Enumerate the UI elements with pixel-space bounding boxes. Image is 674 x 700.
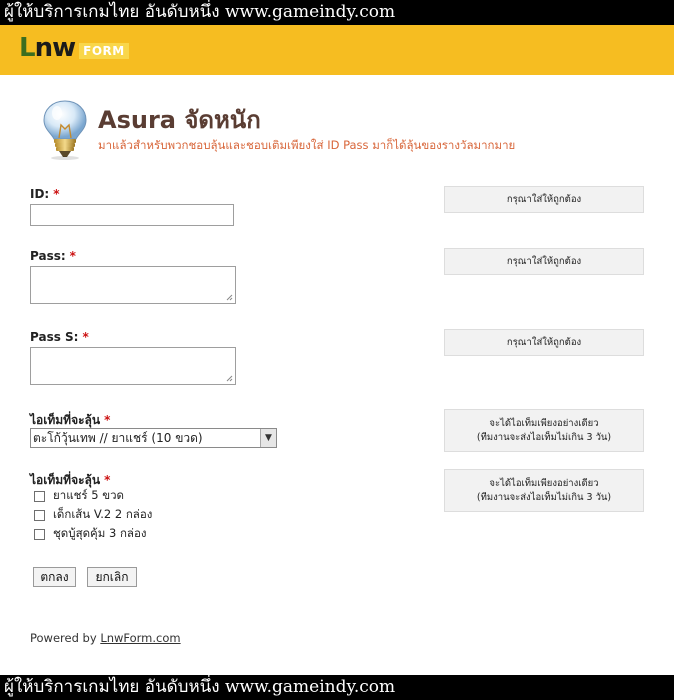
checkbox-label: ยาแชร์ 5 ขวด [53, 488, 125, 502]
resize-handle-icon[interactable] [226, 294, 233, 301]
item-checks-label: ไอเท็มที่จะลุ้น * [30, 473, 111, 487]
item-checks-hint: จะได้ไอเท็มเพียงอย่างเดียว (ทีมงานจะส่งไอเท็มไม่เกิน 3 วัน) [444, 469, 644, 512]
pass-label: Pass: * [30, 249, 76, 263]
lnwform-logo[interactable] [19, 33, 129, 63]
pass-s-label: Pass S: * [30, 330, 89, 344]
top-banner [0, 0, 674, 25]
chevron-down-icon[interactable]: ▼ [260, 429, 276, 447]
item-select[interactable] [30, 428, 277, 448]
item-select-label: ไอเท็มที่จะลุ้น * [30, 413, 111, 427]
checkbox-option[interactable] [34, 507, 152, 523]
checkbox[interactable] [34, 529, 45, 540]
page-title: Asura จัดหนัก [98, 106, 261, 134]
logo-wordmark: Lnw [19, 33, 76, 63]
lightbulb-icon [40, 98, 90, 160]
submit-button[interactable]: ตกลง [33, 567, 76, 587]
cancel-button[interactable]: ยกเลิก [87, 567, 137, 587]
checkbox[interactable] [34, 491, 45, 502]
header-bar [0, 25, 674, 75]
pass-hint: กรุณาใส่ให้ถูกต้อง [444, 248, 644, 275]
checkbox-option[interactable] [34, 488, 124, 504]
logo-form-badge: FORM [79, 43, 129, 59]
pass-s-input[interactable] [30, 347, 236, 385]
bottom-banner-text: ผู้ให้บริการเกมไทย อันดับหนึ่ง www.gameindy.com [4, 677, 396, 697]
required-mark: * [104, 413, 111, 427]
pass-s-hint: กรุณาใส่ให้ถูกต้อง [444, 329, 644, 356]
page-subtitle: มาแล้วสำหรับพวกชอบลุ้นและชอบเติมเพียงใส่ ID Pass มาก็ได้ลุ้นของรางวัลมากมาย [98, 138, 516, 152]
item-select-value: ตะโก้วุ้นเทพ // ยาแชร์ (10 ขวด) [33, 431, 203, 445]
resize-handle-icon[interactable] [226, 375, 233, 382]
bottom-banner [0, 675, 674, 700]
lnwform-link[interactable]: LnwForm.com [100, 631, 181, 645]
checkbox-label: ชุดบู้สุดคุ้ม 3 กล่อง [53, 526, 147, 540]
required-mark: * [69, 249, 76, 263]
checkbox-option[interactable] [34, 526, 147, 542]
top-banner-text: ผู้ให้บริการเกมไทย อันดับหนึ่ง www.gameindy.com [4, 2, 396, 22]
id-label: ID: * [30, 187, 60, 201]
item-select-hint: จะได้ไอเท็มเพียงอย่างเดียว (ทีมงานจะส่งไอเท็มไม่เกิน 3 วัน) [444, 409, 644, 452]
id-hint: กรุณาใส่ให้ถูกต้อง [444, 186, 644, 213]
required-mark: * [53, 187, 60, 201]
id-input[interactable] [30, 204, 234, 226]
pass-input[interactable] [30, 266, 236, 304]
powered-by: Powered by LnwForm.com [30, 631, 181, 645]
checkbox-label: เด็กเส้น V.2 2 กล่อง [53, 507, 153, 521]
checkbox[interactable] [34, 510, 45, 521]
required-mark: * [104, 473, 111, 487]
required-mark: * [82, 330, 89, 344]
